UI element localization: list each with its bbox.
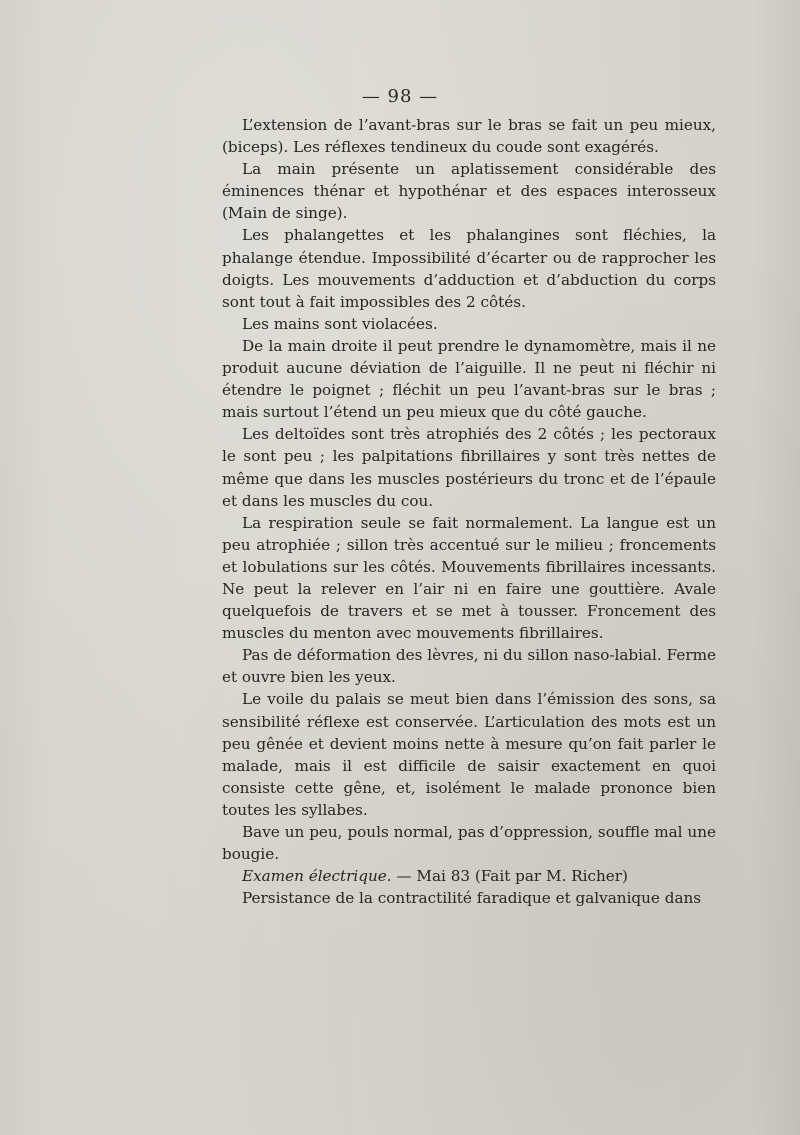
paragraph: Le voile du palais se meut bien dans l’émission des sons, sa sensibilité réflexe est conservée. L’articulation des mots est un peu gênée et devient moins nette à mesure qu’on fait parler le malade, mais il est difficile de saisir exactement en quoi consiste cette gêne, et, isolément le malade prononce bien toutes les syllabes. (222, 690, 716, 819)
page-number: — 98 — (361, 86, 439, 107)
paragraph: Les mains sont violacées. (242, 314, 438, 333)
paragraph: Les phalangettes et les phalangines sont fléchies, la phalange étendue. Impossibilité d’écarter ou de rapprocher les doigts. Les mouvements d’adduction et d’abduction du corps sont tout à fait impossibles des 2 côtés. (222, 226, 716, 311)
paragraph: Bave un peu, pouls normal, pas d’oppression, souffle mal une bougie. (222, 823, 716, 864)
paragraph: Pas de déformation des lèvres, ni du sillon naso-labial. Ferme et ouvre bien les yeux. (222, 646, 716, 687)
paragraph: La main présente un aplatissement considérable des éminences thénar et hypothénar et des espaces interosseux (Main de singe). (222, 160, 716, 223)
paragraph: Les deltoïdes sont très atrophiés des 2 côtés ; les pectoraux le sont peu ; les palpitations fibrillaires y sont très nettes de même que dans les muscles postérieurs du tronc et de l’épaule et dans les muscles du cou. (222, 425, 716, 510)
paragraph: L’extension de l’avant-bras sur le bras se fait un peu mieux, (biceps). Les réflexes tendineux du coude sont exagérés. (222, 116, 716, 157)
body-text (222, 114, 716, 909)
section-text: — Mai 83 (Fait par M. Richer) (391, 867, 628, 886)
paragraph: De la main droite il peut prendre le dynamomètre, mais il ne produit aucune déviation de l’aiguille. Il ne peut ni fléchir ni étendre le poignet ; fléchit un peu l’avant-bras sur le bras ; mais surtout l’étend un peu mieux que du côté gauche. (222, 336, 716, 422)
paragraph-examen (222, 865, 716, 887)
section-label: Examen électrique. (242, 867, 392, 886)
paragraph: La respiration seule se fait normalement. La langue est un peu atrophiée ; sillon très accentué sur le milieu ; froncements et lobulations sur les côtés. Mouvements fibrillaires incessants. Ne peut la relever en l’air ni en faire une gouttière. Avale quelquefois de travers et se met à tousser. Froncement des muscles du menton avec mouvements fibrillaires. (222, 513, 716, 643)
paragraph: Persistance de la contractilité faradique et galvanique dans (242, 889, 702, 908)
